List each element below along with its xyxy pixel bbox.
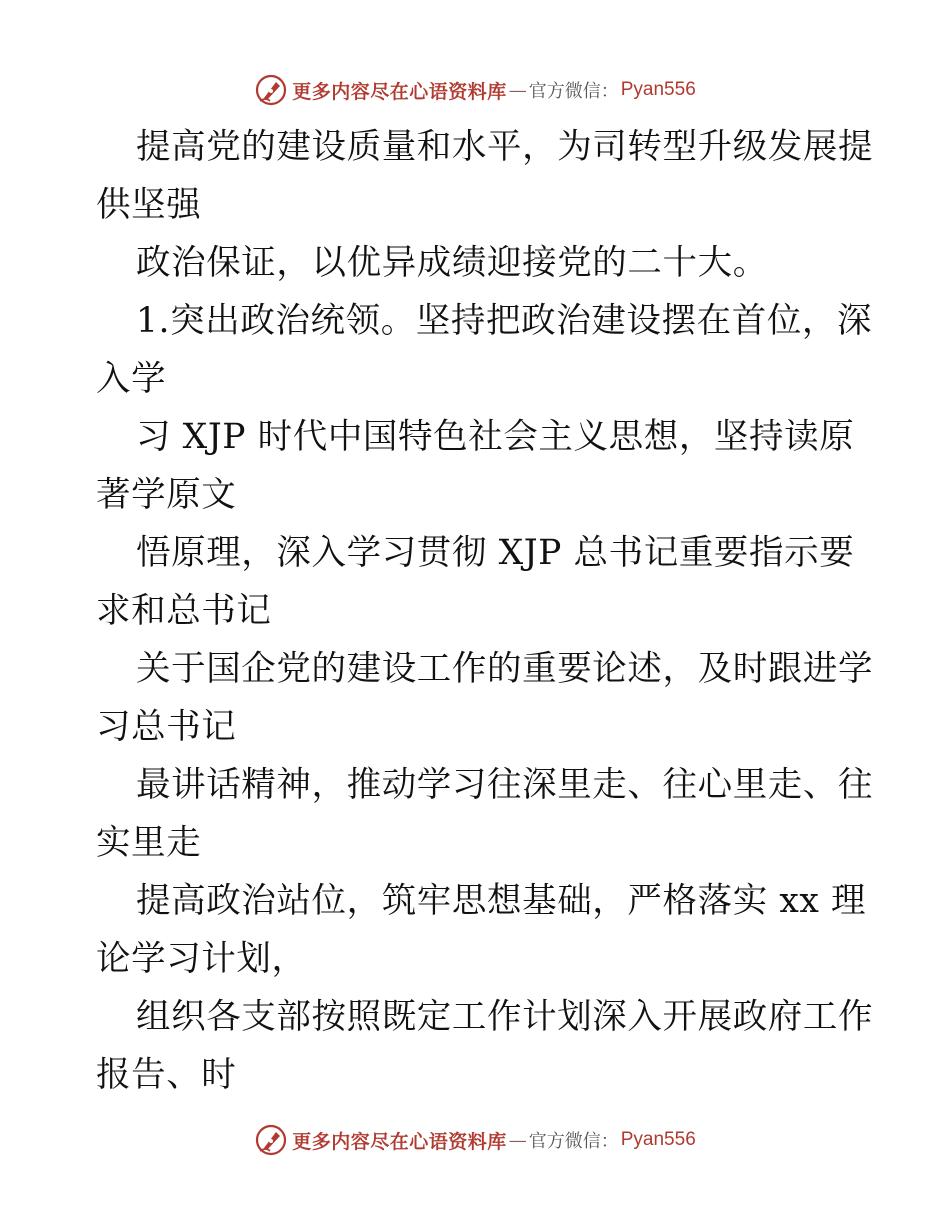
watermark-wechat-id: Pyan556 (620, 79, 696, 100)
paragraph-line: 关于国企党的建设工作的重要论述，及时跟进学 (136, 649, 874, 689)
paragraph-line: 1.突出政治统领。坚持把政治建设摆在首位，深 (136, 301, 873, 341)
paragraph-line: 提高党的建设质量和水平，为司转型升级发展提 (136, 127, 874, 167)
paragraph-line: 最讲话精神，推动学习往深里走、往心里走、往 (136, 765, 874, 805)
watermark-site-text: 更多内容尽在心语资料库 (292, 1130, 507, 1153)
footer-watermark (0, 1120, 950, 1160)
paragraph-line: 提高政治站位，筑牢思想基础，严格落实 xx 理 (136, 881, 867, 921)
paragraph-line: 入学 (96, 359, 167, 399)
paragraph-line: 论学习计划， (96, 939, 307, 979)
watermark-separator: — (508, 79, 527, 101)
paragraph-line: 求和总书记 (96, 591, 272, 631)
watermark-separator: — (508, 1129, 527, 1151)
paragraph-line: 实里走 (96, 823, 202, 863)
fountain-pen-nib-icon (254, 73, 288, 107)
paragraph-line: 习 XJP 时代中国特色社会主义思想，坚持读原 (136, 417, 855, 457)
watermark-site-text: 更多内容尽在心语资料库 (292, 80, 507, 103)
paragraph-line: 报告、时 (96, 1055, 237, 1095)
header-watermark (0, 70, 950, 110)
paragraph-line: 供坚强 (96, 185, 202, 225)
watermark-official-label: 官方微信： (528, 1131, 619, 1152)
paragraph-line: 组织各支部按照既定工作计划深入开展政府工作 (136, 997, 874, 1037)
document-body (96, 118, 874, 1104)
paragraph-line: 习总书记 (96, 707, 237, 747)
paragraph-line: 悟原理，深入学习贯彻 XJP 总书记重要指示要 (136, 533, 855, 573)
paragraph-line: 著学原文 (96, 475, 237, 515)
paragraph-line: 政治保证，以优异成绩迎接党的二十大。 (136, 243, 768, 283)
watermark-official-label: 官方微信： (528, 81, 619, 102)
watermark-wechat-id: Pyan556 (620, 1129, 696, 1150)
fountain-pen-nib-icon (254, 1123, 288, 1157)
